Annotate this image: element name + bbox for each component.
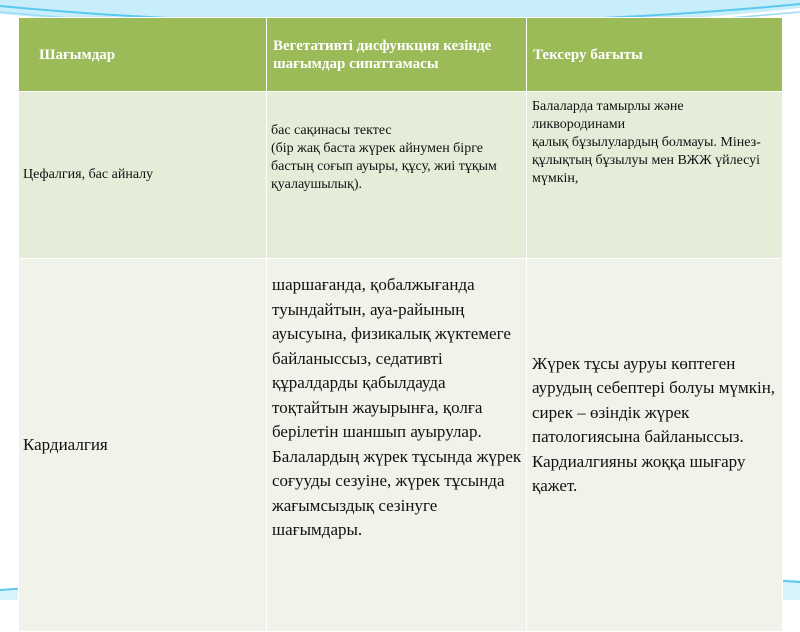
cell-description: бас сақинасы тектес (бір жақ баста жүрек айнумен бірге бастың соғып ауыры, құсу, жиі тұқым қуалаушылық). <box>267 92 527 259</box>
cell-direction: Жүрек тұсы ауруы көптеген аурудың себептері болуы мүмкін, сирек – өзіндік жүрек патологиясына байланыссыз. Кардиалгияны жоққа шығару қажет. <box>527 259 783 632</box>
header-complaints: Шағымдар <box>19 18 267 92</box>
table-row <box>19 259 783 632</box>
table-header-row <box>19 18 783 92</box>
complaints-table-container <box>18 17 782 632</box>
cell-direction: Балаларда тамырлы және ликвородинами қалық бұзылулардың болмауы. Мінез-құлықтың бұзылуы мен ВЖЖ үйлесуі мүмкін, <box>527 92 783 259</box>
complaints-table <box>18 17 783 632</box>
cell-description: шаршағанда, қобалжығанда туындайтын, ауа-райының ауысуына, физикалық жүктемеге байланыссыз, седативті құралдарды қабылдауда тоқтайтын жауырынға, қолға берілетін шаншып ауырулар. Балалардың жүрек тұсында жүрек соғууды сезуіне, жүрек тұсында жағымсыздық сезінуге шағымдары. <box>267 259 527 632</box>
cell-complaint: Цефалгия, бас айналу <box>19 92 267 259</box>
header-direction: Тексеру бағыты <box>527 18 783 92</box>
header-description: Вегетативті дисфункция кезінде шағымдар сипаттамасы <box>267 18 527 92</box>
table-row <box>19 92 783 259</box>
cell-complaint: Кардиалгия <box>19 259 267 632</box>
